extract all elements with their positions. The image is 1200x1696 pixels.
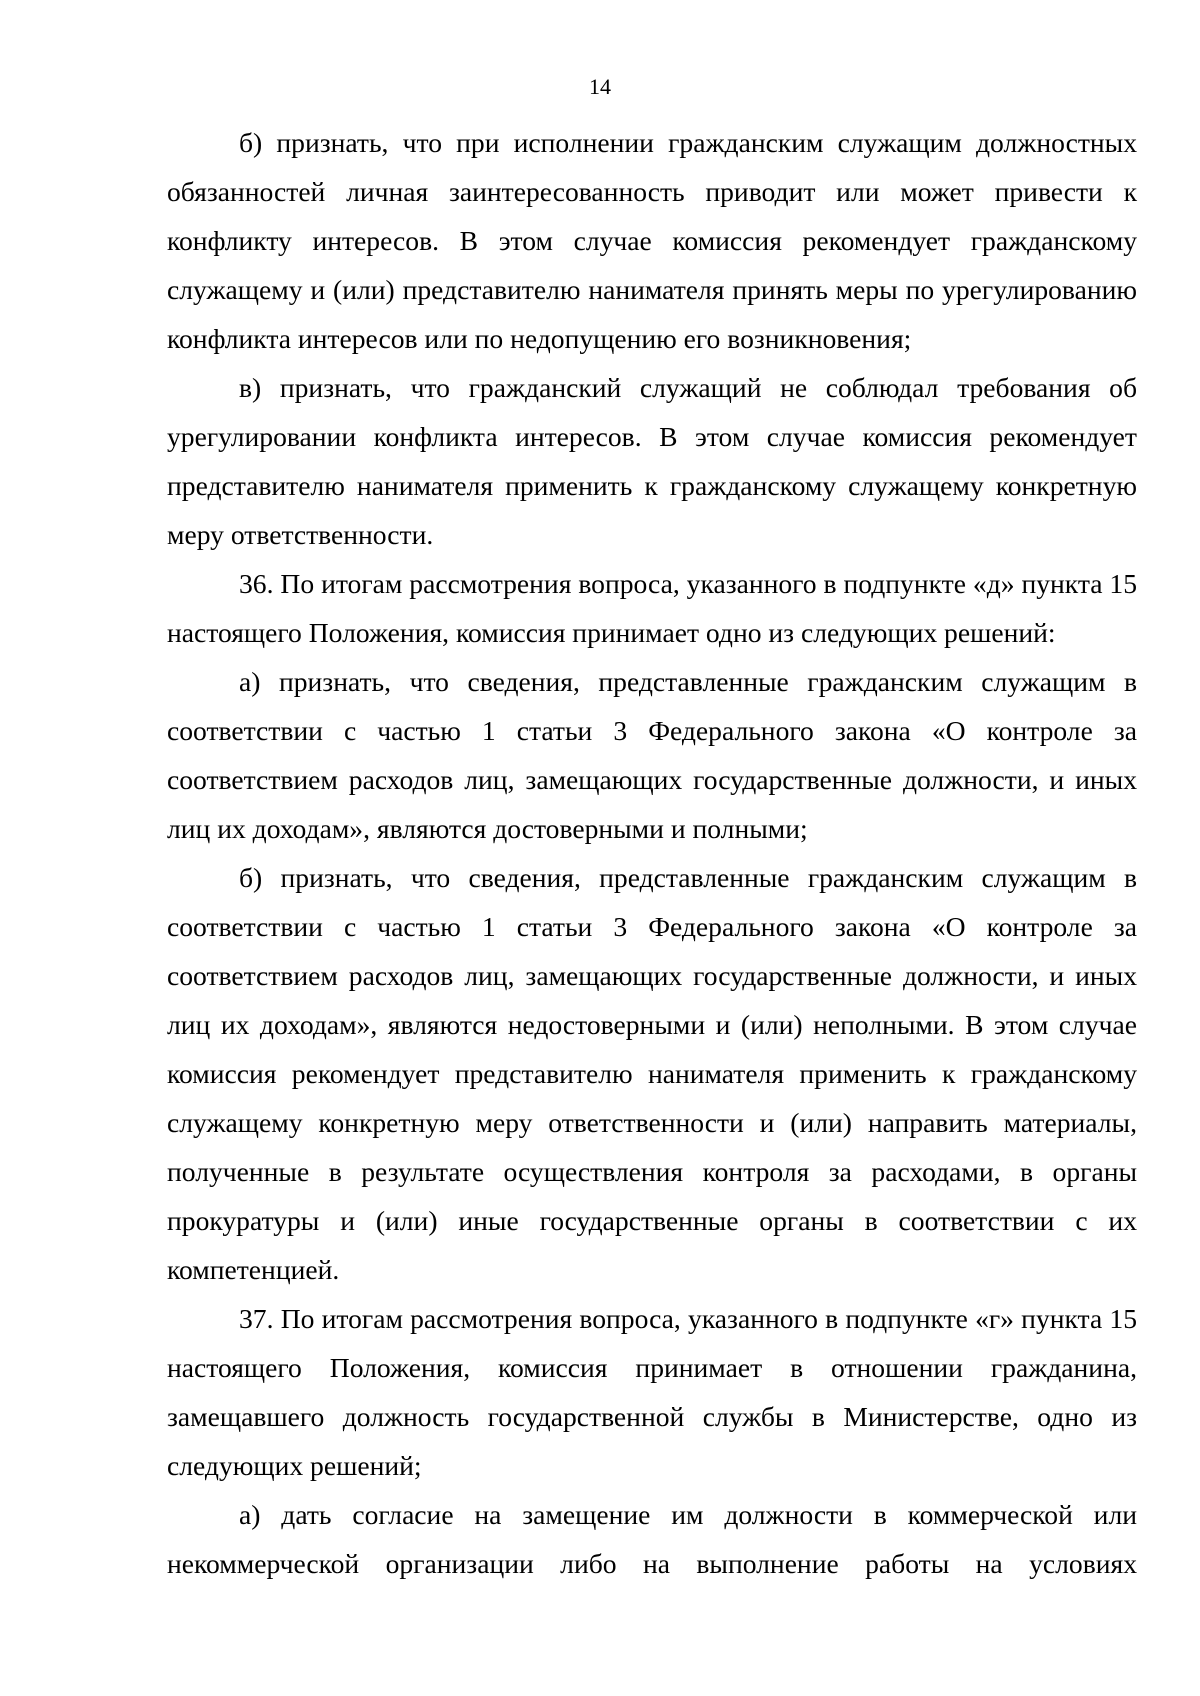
document-body [167,118,1137,1588]
paragraph-b-conflict-of-interest: б) признать, что при исполнении гражданским служащим должностных обязанностей личная заинтересованность приводит или может привести к конфликту интересов. В этом случае комиссия рекомендует гражданскому служащему и (или) представителю нанимателя принять меры по урегулированию конфликта интересов или по недопущению его возникновения; [167,127,1137,354]
paragraph-36-a: а) признать, что сведения, представленные гражданским служащим в соответствии с частью 1 статьи 3 Федерального закона «О контроле за соответствием расходов лиц, замещающих государственные должности, и иных лиц их доходам», являются достоверными и полными; [167,666,1137,844]
paragraph-36-b: б) признать, что сведения, представленные гражданским служащим в соответствии с частью 1 статьи 3 Федерального закона «О контроле за соответствием расходов лиц, замещающих государственные должности, и иных лиц их доходам», являются недостоверными и (или) неполными. В этом случае комиссия рекомендует представителю нанимателя применить к гражданскому служащему конкретную меру ответственности и (или) направить материалы, полученные в результате осуществления контроля за расходами, в органы прокуратуры и (или) иные государственные органы в соответствии с их компетенцией. [167,862,1137,1285]
paragraph-36: 36. По итогам рассмотрения вопроса, указанного в подпункте «д» пункта 15 настоящего Положения, комиссия принимает одно из следующих решений: [167,568,1137,648]
page-number: 14 [589,74,611,99]
paragraph-37: 37. По итогам рассмотрения вопроса, указанного в подпункте «г» пункта 15 настоящего Положения, комиссия принимает в отношении гражданина, замещавшего должность государственной службы в Министерстве, одно из следующих решений; [167,1303,1137,1481]
paragraph-v-noncompliance: в) признать, что гражданский служащий не соблюдал требования об урегулировании конфликта интересов. В этом случае комиссия рекомендует представителю нанимателя применить к гражданскому служащему конкретную меру ответственности. [167,372,1137,550]
paragraph-37-a: а) дать согласие на замещение им должности в коммерческой или некоммерческой организации либо на выполнение работы на условиях [167,1499,1137,1579]
